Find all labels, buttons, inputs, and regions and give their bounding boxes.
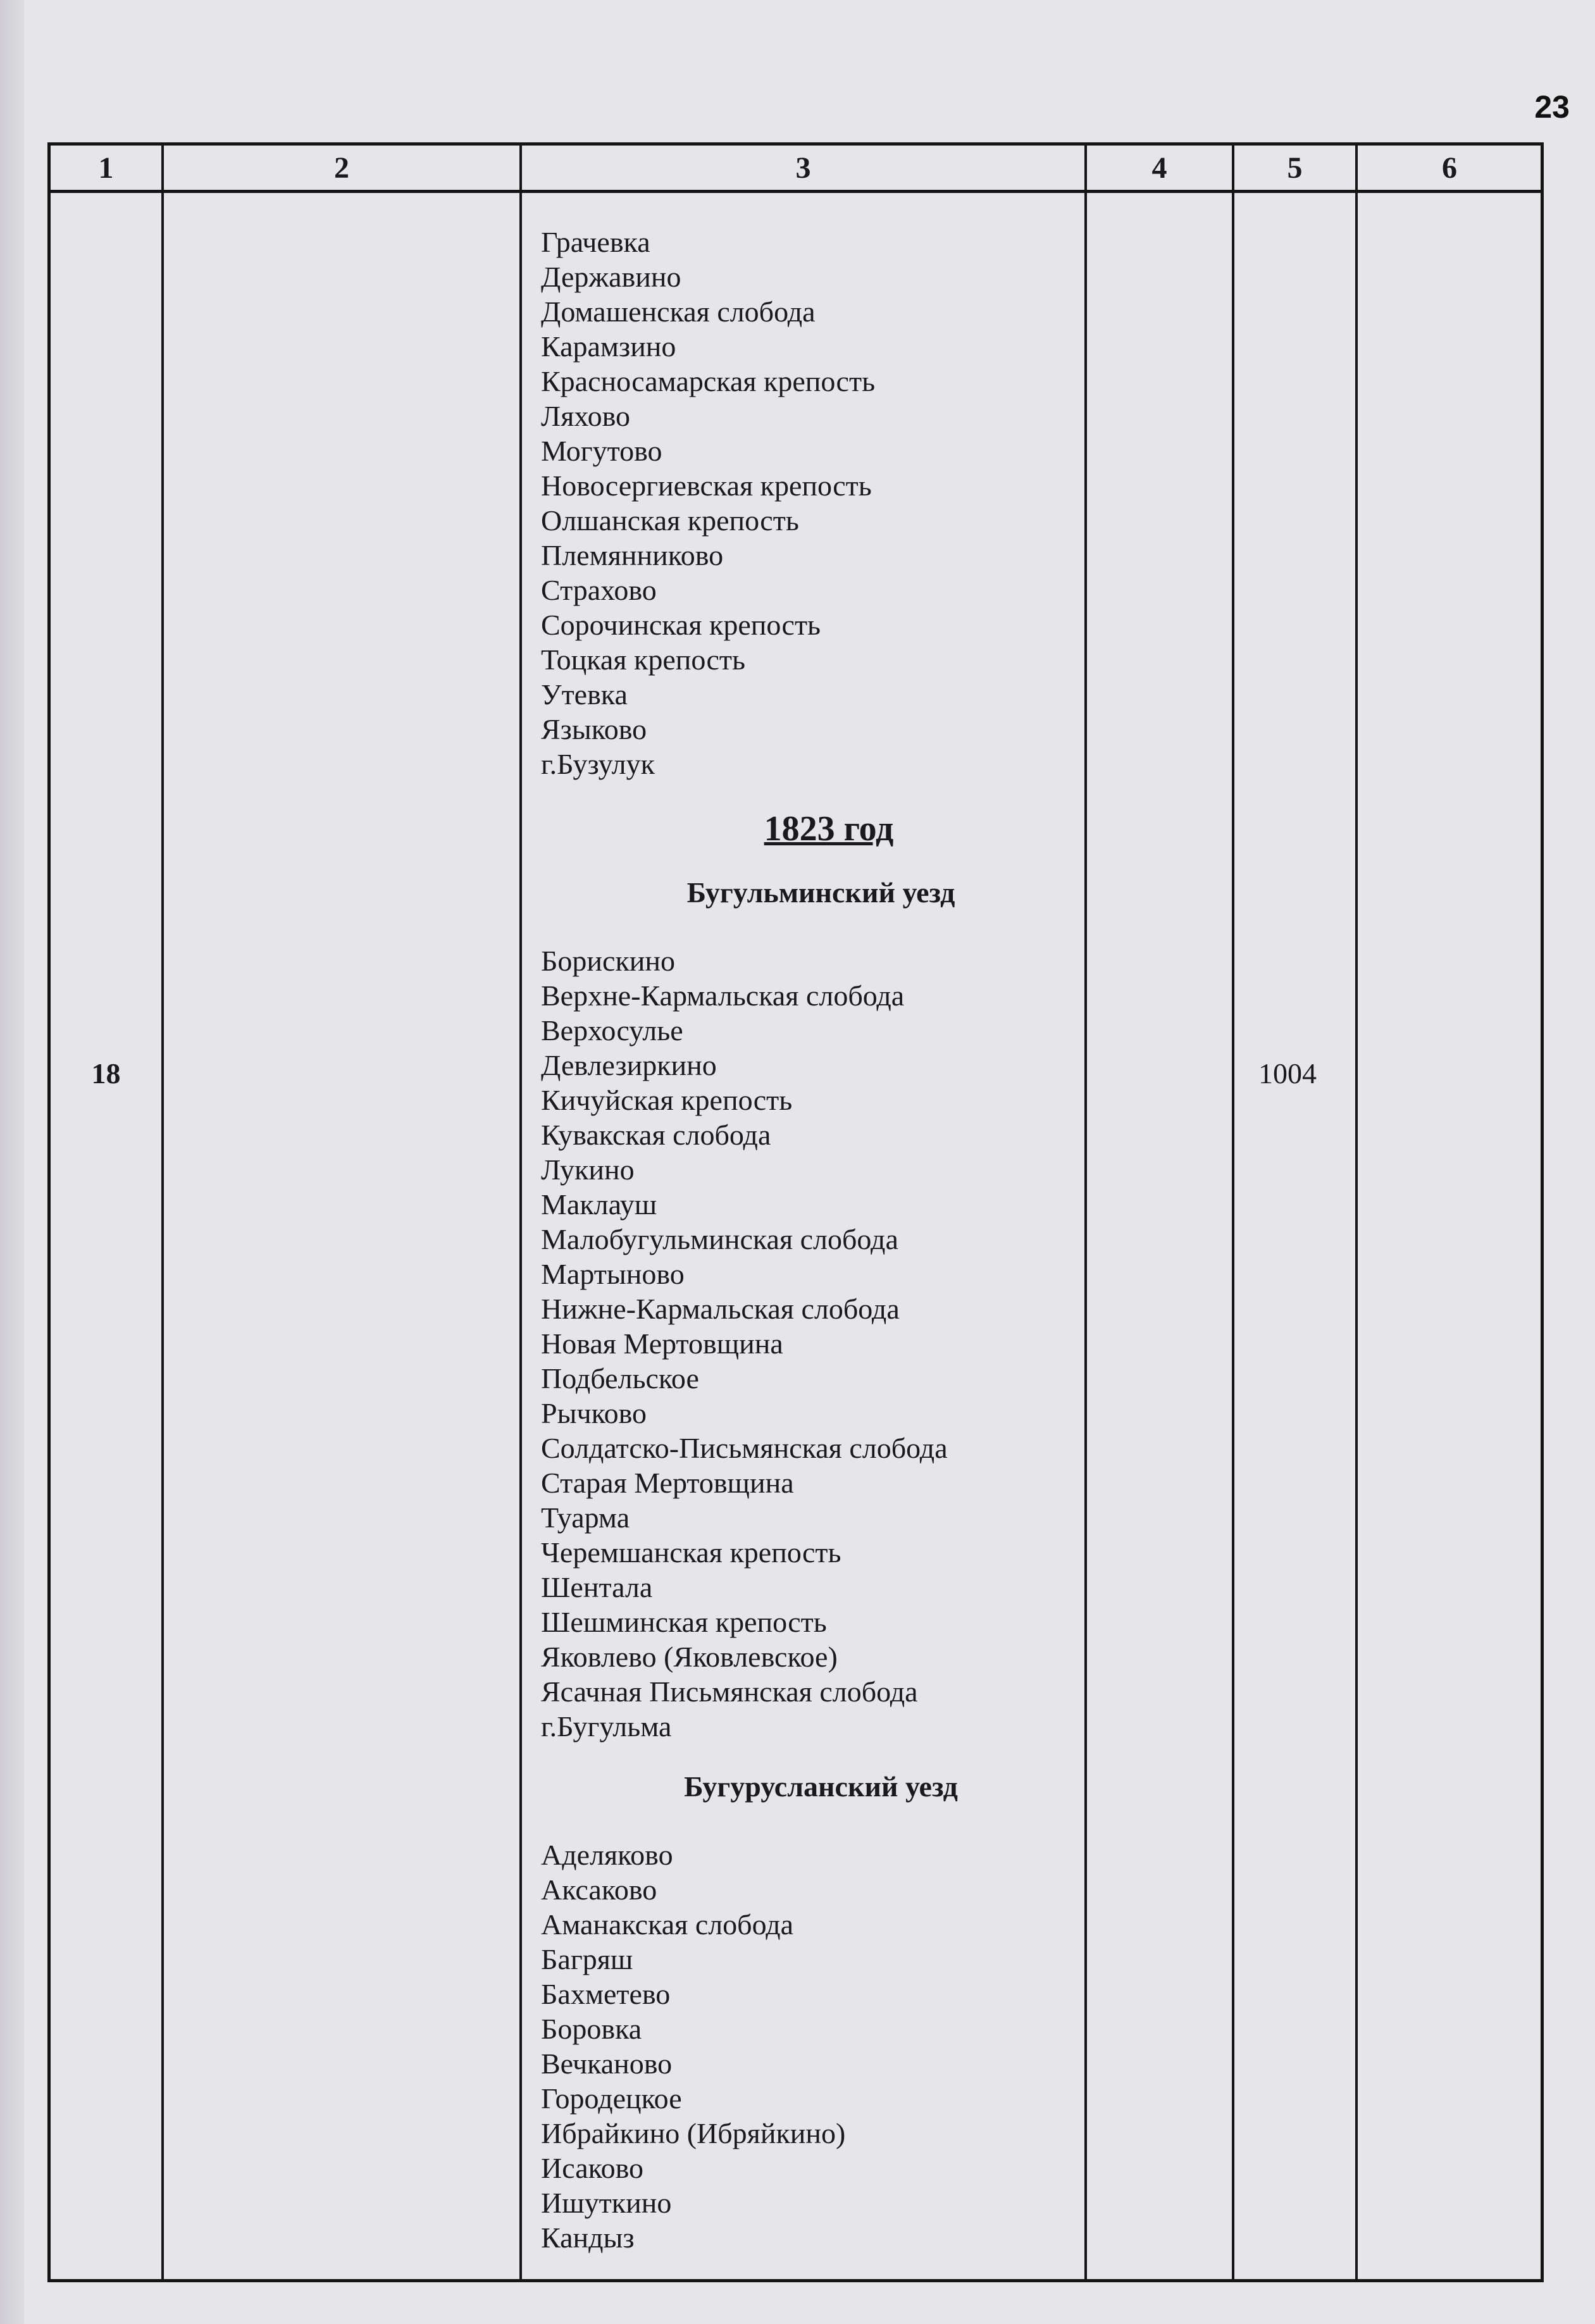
list-item: Мартыново	[541, 1258, 685, 1290]
list-item: Лукино	[541, 1153, 635, 1186]
header-col-1: 1	[98, 151, 114, 185]
list-item: Кувакская слобода	[541, 1119, 771, 1151]
column-divider	[1232, 146, 1234, 2279]
list-item: Ибрайкино (Ибряйкино)	[541, 2117, 846, 2149]
settlement-list	[541, 225, 1101, 2255]
col5-value: 1004	[1258, 1057, 1317, 1090]
list-item: Грачевка	[541, 226, 650, 258]
column-divider	[161, 146, 164, 2279]
list-item: Тоцкая крепость	[541, 643, 746, 676]
header-col-2: 2	[334, 151, 349, 185]
list-item: Ишуткино	[541, 2187, 672, 2219]
list-item: Бахметево	[541, 1978, 671, 2010]
list-item: Державино	[541, 261, 681, 293]
list-item: Верхне-Кармальская слобода	[541, 979, 905, 1012]
list-item: Могутово	[541, 435, 662, 467]
list-item: Верхосулье	[541, 1014, 683, 1047]
list-item: Старая Мертовщина	[541, 1467, 794, 1499]
settlement-list-bugulma	[541, 943, 1101, 1744]
list-item: Аманакская слобода	[541, 1908, 794, 1941]
list-item: Красносамарская крепость	[541, 365, 876, 397]
list-item: Ясачная Письмянская слобода	[541, 1675, 918, 1708]
header-col-5: 5	[1287, 151, 1303, 185]
list-item: Подбельское	[541, 1362, 699, 1395]
list-item: Домашенская слобода	[541, 295, 816, 328]
list-item: Борискино	[541, 945, 676, 977]
list-item: г.Бугульма	[541, 1710, 672, 1743]
column-divider	[519, 146, 522, 2279]
page-number: 23	[1534, 89, 1570, 125]
list-item: Черемшанская крепость	[541, 1536, 841, 1569]
list-item: Ляхово	[541, 400, 631, 432]
row-number: 18	[91, 1057, 121, 1090]
list-item: Багряш	[541, 1943, 633, 1975]
list-item: Языково	[541, 713, 647, 745]
header-col-6: 6	[1442, 151, 1457, 185]
list-item: Нижне-Кармальская слобода	[541, 1293, 900, 1325]
section-title-buguruslan: Бугурусланский уезд	[684, 1770, 958, 1803]
list-item: Исаково	[541, 2152, 644, 2184]
page-edge	[0, 0, 24, 2324]
list-item: Туарма	[541, 1501, 630, 1534]
list-item: Шентала	[541, 1571, 653, 1603]
list-item: Новосергиевская крепость	[541, 469, 872, 502]
list-item: Кичуйская крепость	[541, 1084, 793, 1116]
settlement-list-top	[541, 225, 1101, 781]
list-item: Страхово	[541, 574, 657, 606]
list-item: Яковлево (Яковлевское)	[541, 1641, 838, 1673]
list-item: Новая Мертовщина	[541, 1327, 783, 1360]
list-item: Солдатско-Письмянская слобода	[541, 1432, 948, 1464]
list-item: Олшанская крепость	[541, 504, 799, 537]
list-item: Племянниково	[541, 539, 724, 571]
column-divider	[1355, 146, 1358, 2279]
settlement-list-buguruslan	[541, 1837, 1101, 2255]
year-heading: 1823 год	[764, 809, 894, 848]
list-item: Рычково	[541, 1397, 647, 1429]
section-title-bugulma: Бугульминский уезд	[686, 876, 955, 909]
table-header-row	[51, 146, 1541, 193]
list-item: Вечканово	[541, 2047, 673, 2080]
list-item: Аксаково	[541, 1873, 657, 1906]
list-item: Городецкое	[541, 2082, 682, 2115]
list-item: Маклауш	[541, 1188, 657, 1221]
list-item: Кандыз	[541, 2221, 635, 2254]
list-item: г.Бузулук	[541, 748, 655, 780]
list-item: Аделяково	[541, 1839, 673, 1871]
list-item: Девлезиркино	[541, 1049, 717, 1081]
list-item: Шешминская крепость	[541, 1606, 827, 1638]
list-item: Карамзино	[541, 330, 676, 363]
header-col-3: 3	[795, 151, 811, 185]
header-col-4: 4	[1151, 151, 1167, 185]
list-item: Боровка	[541, 2013, 642, 2045]
register-table	[47, 142, 1544, 2282]
list-item: Малобугульминская слобода	[541, 1223, 898, 1255]
list-item: Сорочинская крепость	[541, 609, 821, 641]
list-item: Утевка	[541, 678, 628, 711]
